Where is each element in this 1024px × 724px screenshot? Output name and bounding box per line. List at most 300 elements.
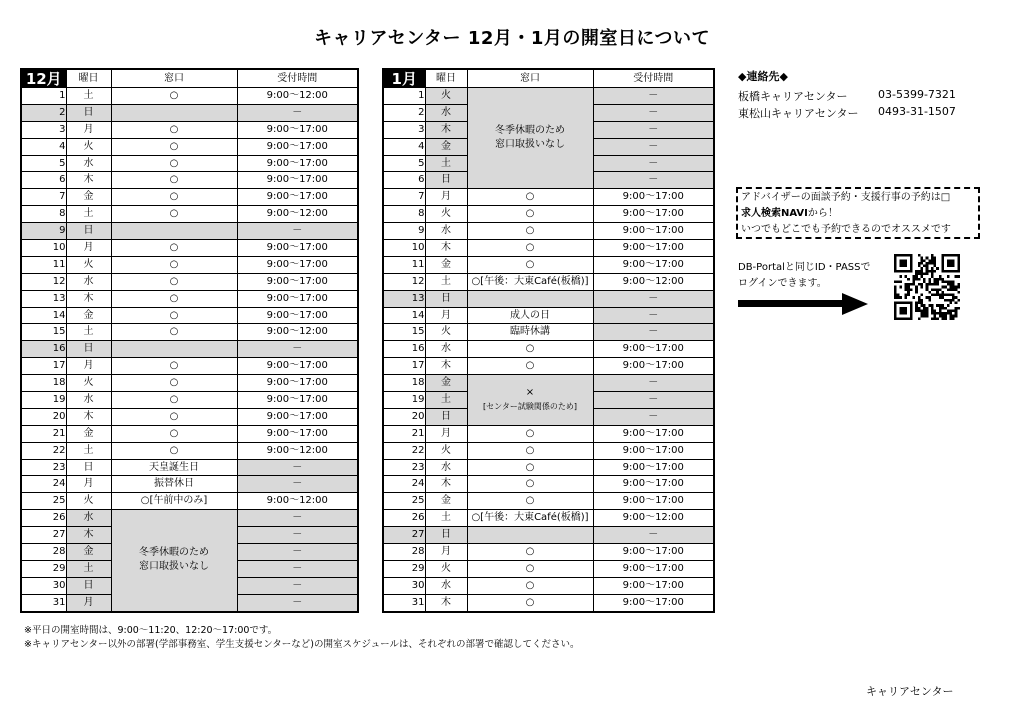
table-row [383,273,714,290]
day-number: 15 [21,324,66,341]
notice-line: いつでもどこでも予約できるのでオススメです [741,224,951,235]
qr-code-icon[interactable] [893,254,961,320]
reception-hours: 9:00～17:00 [237,121,358,138]
weekday: 土 [66,442,111,459]
reception-hours: 9:00～17:00 [237,138,358,155]
day-number: 19 [21,392,66,409]
day-number: 14 [383,307,425,324]
reception-hours: － [237,577,358,594]
reception-hours: 9:00～17:00 [593,544,714,561]
weekday: 月 [66,476,111,493]
weekday: 土 [66,206,111,223]
window-status: ○ [467,358,593,375]
table-row [383,206,714,223]
day-number: 25 [21,493,66,510]
reception-hours: － [237,560,358,577]
day-number: 27 [21,527,66,544]
merged-note-line: × [525,386,535,398]
window-status: ○[午前中のみ] [111,493,237,510]
day-number: 1 [21,88,66,105]
day-number: 6 [383,172,425,189]
table-row [21,324,358,341]
window-status: ○ [467,223,593,240]
contact-name: 東松山キャリアセンター [738,107,859,120]
reception-hours: 9:00～12:00 [237,206,358,223]
window-status: ○ [111,324,237,341]
day-number: 17 [383,358,425,375]
window-status: ○ [467,341,593,358]
weekday: 日 [66,104,111,121]
weekday: 木 [66,408,111,425]
weekday: 金 [66,544,111,561]
window-status: ○ [111,206,237,223]
window-status: ○ [111,172,237,189]
day-number: 23 [383,459,425,476]
portal-line: ログインできます。 [738,278,827,289]
reception-hours: 9:00～17:00 [593,577,714,594]
reception-hours: － [593,324,714,341]
reception-hours: － [237,510,358,527]
weekday: 月 [425,189,467,206]
month-label: 12月 [21,69,66,88]
weekday: 日 [425,172,467,189]
month-label: 1月 [383,69,425,88]
reception-hours: 9:00～17:00 [593,425,714,442]
merged-note-line: 冬季休暇のため [495,125,565,137]
weekday: 火 [425,324,467,341]
weekday: 土 [425,273,467,290]
reception-hours: 9:00～17:00 [237,290,358,307]
day-number: 5 [21,155,66,172]
table-row [383,256,714,273]
day-number: 16 [383,341,425,358]
reception-hours: － [237,459,358,476]
weekday: 金 [425,493,467,510]
weekday: 月 [66,240,111,257]
weekday: 水 [425,341,467,358]
reception-hours: 9:00～17:00 [593,206,714,223]
weekday: 土 [425,392,467,409]
weekday: 金 [425,375,467,392]
day-number: 27 [383,527,425,544]
weekday: 火 [66,375,111,392]
reception-hours: 9:00～12:00 [237,324,358,341]
portal-note [738,260,870,292]
hours-header: 受付時間 [237,69,358,88]
reservation-notice [736,187,980,239]
reception-hours: － [593,121,714,138]
day-number: 20 [21,408,66,425]
table-row [383,189,714,206]
table-row [21,442,358,459]
arrow-right-icon [738,293,868,315]
merged-note-line: 窓口取扱いなし [495,139,565,151]
reception-hours: － [237,341,358,358]
footnotes [24,624,579,652]
table-row [383,527,714,544]
reception-hours: 9:00～17:00 [593,223,714,240]
window-status: ○[午後：大東Café(板橋)] [467,510,593,527]
reception-hours: 9:00～17:00 [237,240,358,257]
reception-hours: － [237,223,358,240]
table-row [21,341,358,358]
window-status: ○ [111,155,237,172]
weekday: 水 [66,273,111,290]
reception-hours: 9:00～17:00 [237,189,358,206]
table-row [21,256,358,273]
table-row [21,273,358,290]
window-merged-note [467,88,593,189]
table-row [383,375,714,392]
weekday: 水 [425,459,467,476]
table-row [21,104,358,121]
day-number: 7 [383,189,425,206]
window-status: ○ [467,493,593,510]
weekday: 水 [66,510,111,527]
weekday: 木 [425,121,467,138]
reception-hours: 9:00～17:00 [237,408,358,425]
day-number: 15 [383,324,425,341]
reception-hours: － [593,408,714,425]
merged-note-line: [センター試験関係のため] [483,401,577,411]
contact-heading: ◆連絡先◆ [738,70,788,83]
day-number: 24 [383,476,425,493]
weekday: 木 [66,172,111,189]
reception-hours: 9:00～17:00 [593,459,714,476]
reception-hours: － [237,527,358,544]
reception-hours: 9:00～17:00 [237,375,358,392]
window-status: ○ [111,392,237,409]
day-number: 22 [383,442,425,459]
weekday: 日 [66,459,111,476]
day-number: 13 [21,290,66,307]
reception-hours: 9:00～17:00 [237,425,358,442]
window-status: ○ [467,256,593,273]
reception-hours: － [593,155,714,172]
window-status: ○ [467,442,593,459]
reception-hours: 9:00～17:00 [237,172,358,189]
window-status: ○ [111,189,237,206]
weekday: 木 [425,240,467,257]
weekday: 火 [425,560,467,577]
day-number: 6 [21,172,66,189]
notice-line: 求人検索NAVIから！ [741,208,838,219]
window-header: 窓口 [467,69,593,88]
weekday: 日 [425,290,467,307]
day-number: 16 [21,341,66,358]
weekday: 水 [66,155,111,172]
reception-hours: － [593,307,714,324]
day-number: 3 [383,121,425,138]
weekday: 水 [425,223,467,240]
window-status: ○ [111,290,237,307]
window-status: ○ [467,476,593,493]
january-table [382,68,715,613]
reception-hours: － [593,527,714,544]
day-number: 11 [21,256,66,273]
day-number: 10 [383,240,425,257]
reception-hours: 9:00～17:00 [593,560,714,577]
table-row [383,88,714,105]
table-row [21,155,358,172]
table-row [21,425,358,442]
table-row [383,240,714,257]
table-row [383,223,714,240]
day-number: 21 [383,425,425,442]
window-status: ○ [111,408,237,425]
window-status: ○ [467,560,593,577]
weekday: 木 [66,527,111,544]
weekday: 土 [425,155,467,172]
table-row [383,560,714,577]
window-status: 臨時休講 [467,324,593,341]
reception-hours: 9:00～17:00 [593,476,714,493]
window-status: ○ [111,307,237,324]
weekday: 日 [425,408,467,425]
window-status: ○ [467,459,593,476]
reception-hours: 9:00～17:00 [593,256,714,273]
table-row [383,459,714,476]
weekday: 火 [425,88,467,105]
weekday: 日 [66,577,111,594]
table-row [21,358,358,375]
weekday: 月 [66,121,111,138]
window-status: ○ [111,88,237,105]
window-status: ○ [111,375,237,392]
table-row [383,341,714,358]
day-number: 30 [383,577,425,594]
window-status: ○ [111,121,237,138]
contact-phone: 0493-31-1507 [878,105,956,118]
reception-hours: － [237,476,358,493]
table-row [21,510,358,527]
window-status: ○[午後：大東Café(板橋)] [467,273,593,290]
day-number: 9 [383,223,425,240]
day-number: 4 [383,138,425,155]
table-row [21,138,358,155]
weekday: 火 [425,206,467,223]
table-row [383,476,714,493]
page-title: キャリアセンター 12月・1月の開室日について [313,28,711,49]
contact-row [738,88,956,105]
contact-name: 板橋キャリアセンター [738,90,848,103]
table-row [383,510,714,527]
reception-hours: 9:00～17:00 [593,442,714,459]
weekday: 木 [425,594,467,611]
dow-header: 曜日 [66,69,111,88]
reception-hours: － [593,104,714,121]
weekday: 月 [66,594,111,611]
weekday: 土 [66,324,111,341]
weekday: 金 [425,138,467,155]
weekday: 日 [66,223,111,240]
window-status: ○ [111,442,237,459]
day-number: 9 [21,223,66,240]
table-row [383,493,714,510]
reception-hours: － [237,544,358,561]
merged-note-line: 窓口取扱いなし [139,561,209,573]
weekday: 月 [425,544,467,561]
window-merged-note [111,510,237,612]
weekday: 土 [66,560,111,577]
day-number: 5 [383,155,425,172]
merged-note-line: 冬季休暇のため [139,547,209,559]
weekday: 月 [425,307,467,324]
table-row [21,307,358,324]
weekday: 金 [425,256,467,273]
window-merged-note [467,375,593,426]
weekday: 月 [66,358,111,375]
table-row [383,594,714,611]
day-number: 31 [21,594,66,611]
table-row [383,425,714,442]
day-number: 29 [21,560,66,577]
day-number: 18 [383,375,425,392]
reception-hours: 9:00～12:00 [237,493,358,510]
reception-hours: － [593,392,714,409]
reception-hours: － [593,375,714,392]
table-row [21,290,358,307]
window-status [111,341,237,358]
table-row [21,88,358,105]
table-row [383,544,714,561]
day-number: 31 [383,594,425,611]
table-row [21,459,358,476]
weekday: 火 [66,493,111,510]
day-number: 17 [21,358,66,375]
weekday: 水 [66,392,111,409]
reception-hours: 9:00～17:00 [593,341,714,358]
weekday: 金 [66,425,111,442]
reception-hours: 9:00～17:00 [237,392,358,409]
portal-line: DB-Portalと同じID・PASSで [738,262,871,273]
table-row [21,206,358,223]
reception-hours: － [593,290,714,307]
reception-hours: － [237,594,358,611]
weekday: 金 [66,189,111,206]
window-status: ○ [467,544,593,561]
day-number: 2 [21,104,66,121]
day-number: 24 [21,476,66,493]
reception-hours: 9:00～17:00 [593,493,714,510]
contact-section [738,68,956,122]
table-row [21,121,358,138]
footnote: ※キャリアセンター以外の部署(学部事務室、学生支援センターなど)の開室スケジュールは、それぞれの部署で確認してください。 [24,639,580,650]
table-row [21,223,358,240]
window-status [467,290,593,307]
day-number: 26 [21,510,66,527]
day-number: 28 [21,544,66,561]
table-row [383,442,714,459]
day-number: 11 [383,256,425,273]
table-row [383,307,714,324]
window-status: ○ [111,138,237,155]
december-table [20,68,359,613]
reception-hours: 9:00～12:00 [593,273,714,290]
table-row [21,392,358,409]
reception-hours: 9:00～17:00 [593,594,714,611]
window-status: ○ [467,240,593,257]
day-number: 20 [383,408,425,425]
day-number: 30 [21,577,66,594]
weekday: 金 [66,307,111,324]
window-status: 天皇誕生日 [111,459,237,476]
window-status [111,104,237,121]
weekday: 水 [425,577,467,594]
reception-hours: 9:00～12:00 [237,442,358,459]
window-status: 振替休日 [111,476,237,493]
window-status: ○ [111,273,237,290]
reception-hours: 9:00～12:00 [237,88,358,105]
reception-hours: 9:00～17:00 [593,189,714,206]
table-row [21,375,358,392]
dow-header: 曜日 [425,69,467,88]
window-status: ○ [111,425,237,442]
day-number: 12 [21,273,66,290]
window-status: ○ [467,189,593,206]
table-row [21,240,358,257]
reception-hours: 9:00～17:00 [237,256,358,273]
day-number: 8 [383,206,425,223]
window-status [111,223,237,240]
table-row [21,408,358,425]
reception-hours: 9:00～12:00 [593,510,714,527]
day-number: 19 [383,392,425,409]
table-row [21,476,358,493]
window-status: ○ [467,425,593,442]
window-status: ○ [467,206,593,223]
table-row [21,189,358,206]
job-search-navi-link[interactable]: 求人検索NAVI [741,208,808,219]
day-number: 12 [383,273,425,290]
reception-hours: 9:00～17:00 [237,273,358,290]
window-status: 成人の日 [467,307,593,324]
reception-hours: － [593,138,714,155]
window-status: ○ [111,256,237,273]
reception-hours: － [593,88,714,105]
hours-header: 受付時間 [593,69,714,88]
day-number: 21 [21,425,66,442]
contact-phone: 03-5399-7321 [878,88,956,101]
weekday: 木 [425,476,467,493]
day-number: 3 [21,121,66,138]
day-number: 23 [21,459,66,476]
weekday: 月 [425,425,467,442]
table-row [21,172,358,189]
day-number: 29 [383,560,425,577]
table-row [21,493,358,510]
day-number: 13 [383,290,425,307]
table-row [383,324,714,341]
table-row [383,577,714,594]
window-status: ○ [111,240,237,257]
contact-row [738,105,956,122]
day-number: 26 [383,510,425,527]
reception-hours: 9:00～17:00 [237,155,358,172]
weekday: 土 [66,88,111,105]
day-number: 14 [21,307,66,324]
weekday: 水 [425,104,467,121]
day-number: 2 [383,104,425,121]
weekday: 木 [425,358,467,375]
window-status: ○ [111,358,237,375]
day-number: 1 [383,88,425,105]
day-number: 28 [383,544,425,561]
table-row [383,358,714,375]
window-status: ○ [467,577,593,594]
footer-signature: キャリアセンター [866,685,954,698]
day-number: 25 [383,493,425,510]
